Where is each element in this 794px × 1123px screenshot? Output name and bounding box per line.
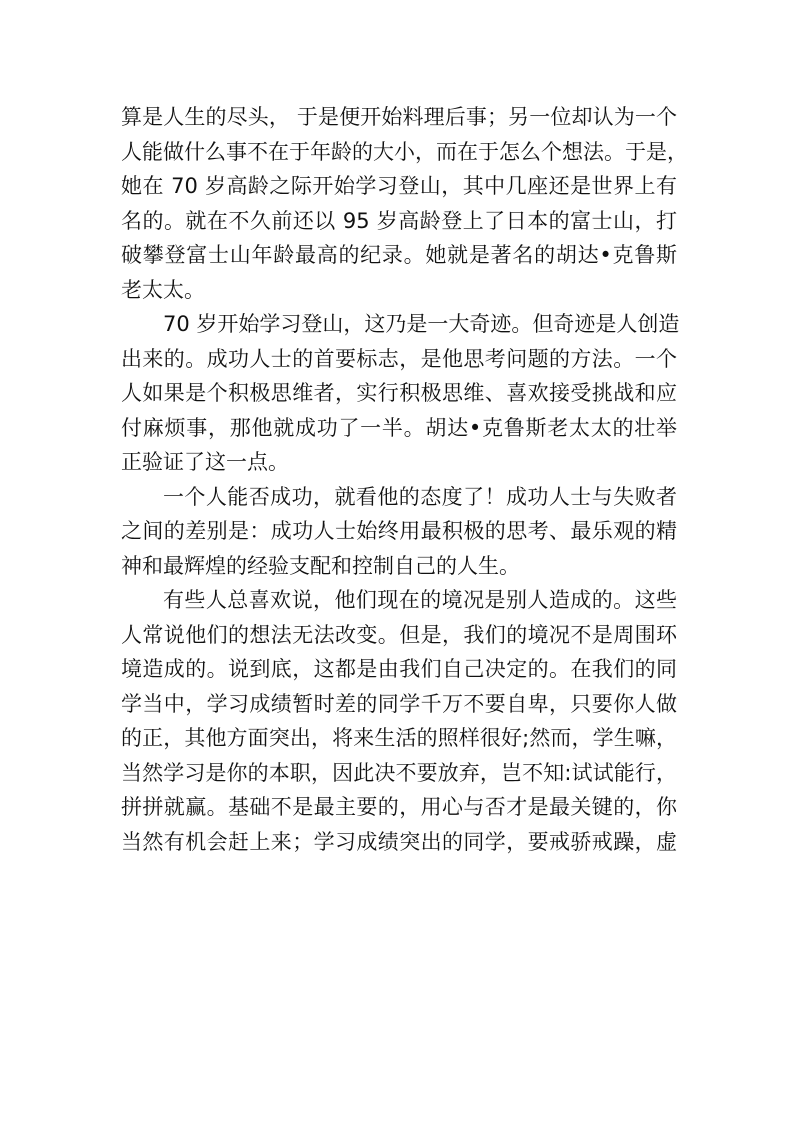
text-line: 的正，其他方面突出，将来生活的照样很好;然而，学生嘛， xyxy=(121,726,677,750)
text-line: 当然学习是你的本职，因此决不要放弃，岂不知:试试能行， xyxy=(121,760,677,785)
text-line: 人常说他们的想法无法改变。但是，我们的境况不是周围环 xyxy=(121,622,677,647)
text-line: 人能做什么事不在于年龄的大小，而在于怎么个想法。于是， xyxy=(121,139,688,164)
paragraph xyxy=(121,480,677,584)
text-line: 有些人总喜欢说，他们现在的境况是别人造成的。这些 xyxy=(163,588,677,612)
text-line: 神和最辉煌的经验支配和控制自己的人生。 xyxy=(121,553,520,578)
text-line: 之间的差别是：成功人士始终用最积极的思考、最乐观的精 xyxy=(121,519,677,543)
text-line: 算是人生的尽头， 于是便开始料理后事；另一位却认为一个 xyxy=(121,105,677,129)
text-line: 老太太。 xyxy=(121,277,205,302)
text-line: 破攀登富士山年龄最高的纪录。她就是著名的胡达•克鲁斯 xyxy=(121,243,677,267)
text-line: 正验证了这一点。 xyxy=(121,450,289,474)
paragraph xyxy=(121,307,680,480)
paragraph xyxy=(121,100,688,307)
text-line: 名的。就在不久前还以 95 岁高龄登上了日本的富士山，打 xyxy=(121,208,677,233)
text-line: 一个人能否成功，就看他的态度了！成功人士与失败者 xyxy=(163,484,677,509)
text-line: 当然有机会赶上来；学习成绩突出的同学，要戒骄戒躁，虚 xyxy=(121,829,677,854)
paragraph xyxy=(121,583,677,859)
text-line: 学当中，学习成绩暂时差的同学千万不要自卑，只要你人做 xyxy=(121,691,677,716)
text-line: 人如果是个积极思维者，实行积极思维、喜欢接受挑战和应 xyxy=(121,381,677,405)
text-line: 拼拼就赢。基础不是最主要的，用心与否才是最关键的，你 xyxy=(121,795,677,819)
text-line: 境造成的。说到底，这都是由我们自己决定的。在我们的同 xyxy=(121,657,677,681)
document-page xyxy=(121,100,688,859)
text-line: 70 岁开始学习登山，这乃是一大奇迹。但奇迹是人创造 xyxy=(163,312,680,336)
text-line: 付麻烦事，那他就成功了一半。胡达•克鲁斯老太太的壮举 xyxy=(121,415,677,440)
text-line: 她在 70 岁高龄之际开始学习登山，其中几座还是世界上有 xyxy=(121,174,677,198)
text-line: 出来的。成功人士的首要标志，是他思考问题的方法。一个 xyxy=(121,346,677,371)
